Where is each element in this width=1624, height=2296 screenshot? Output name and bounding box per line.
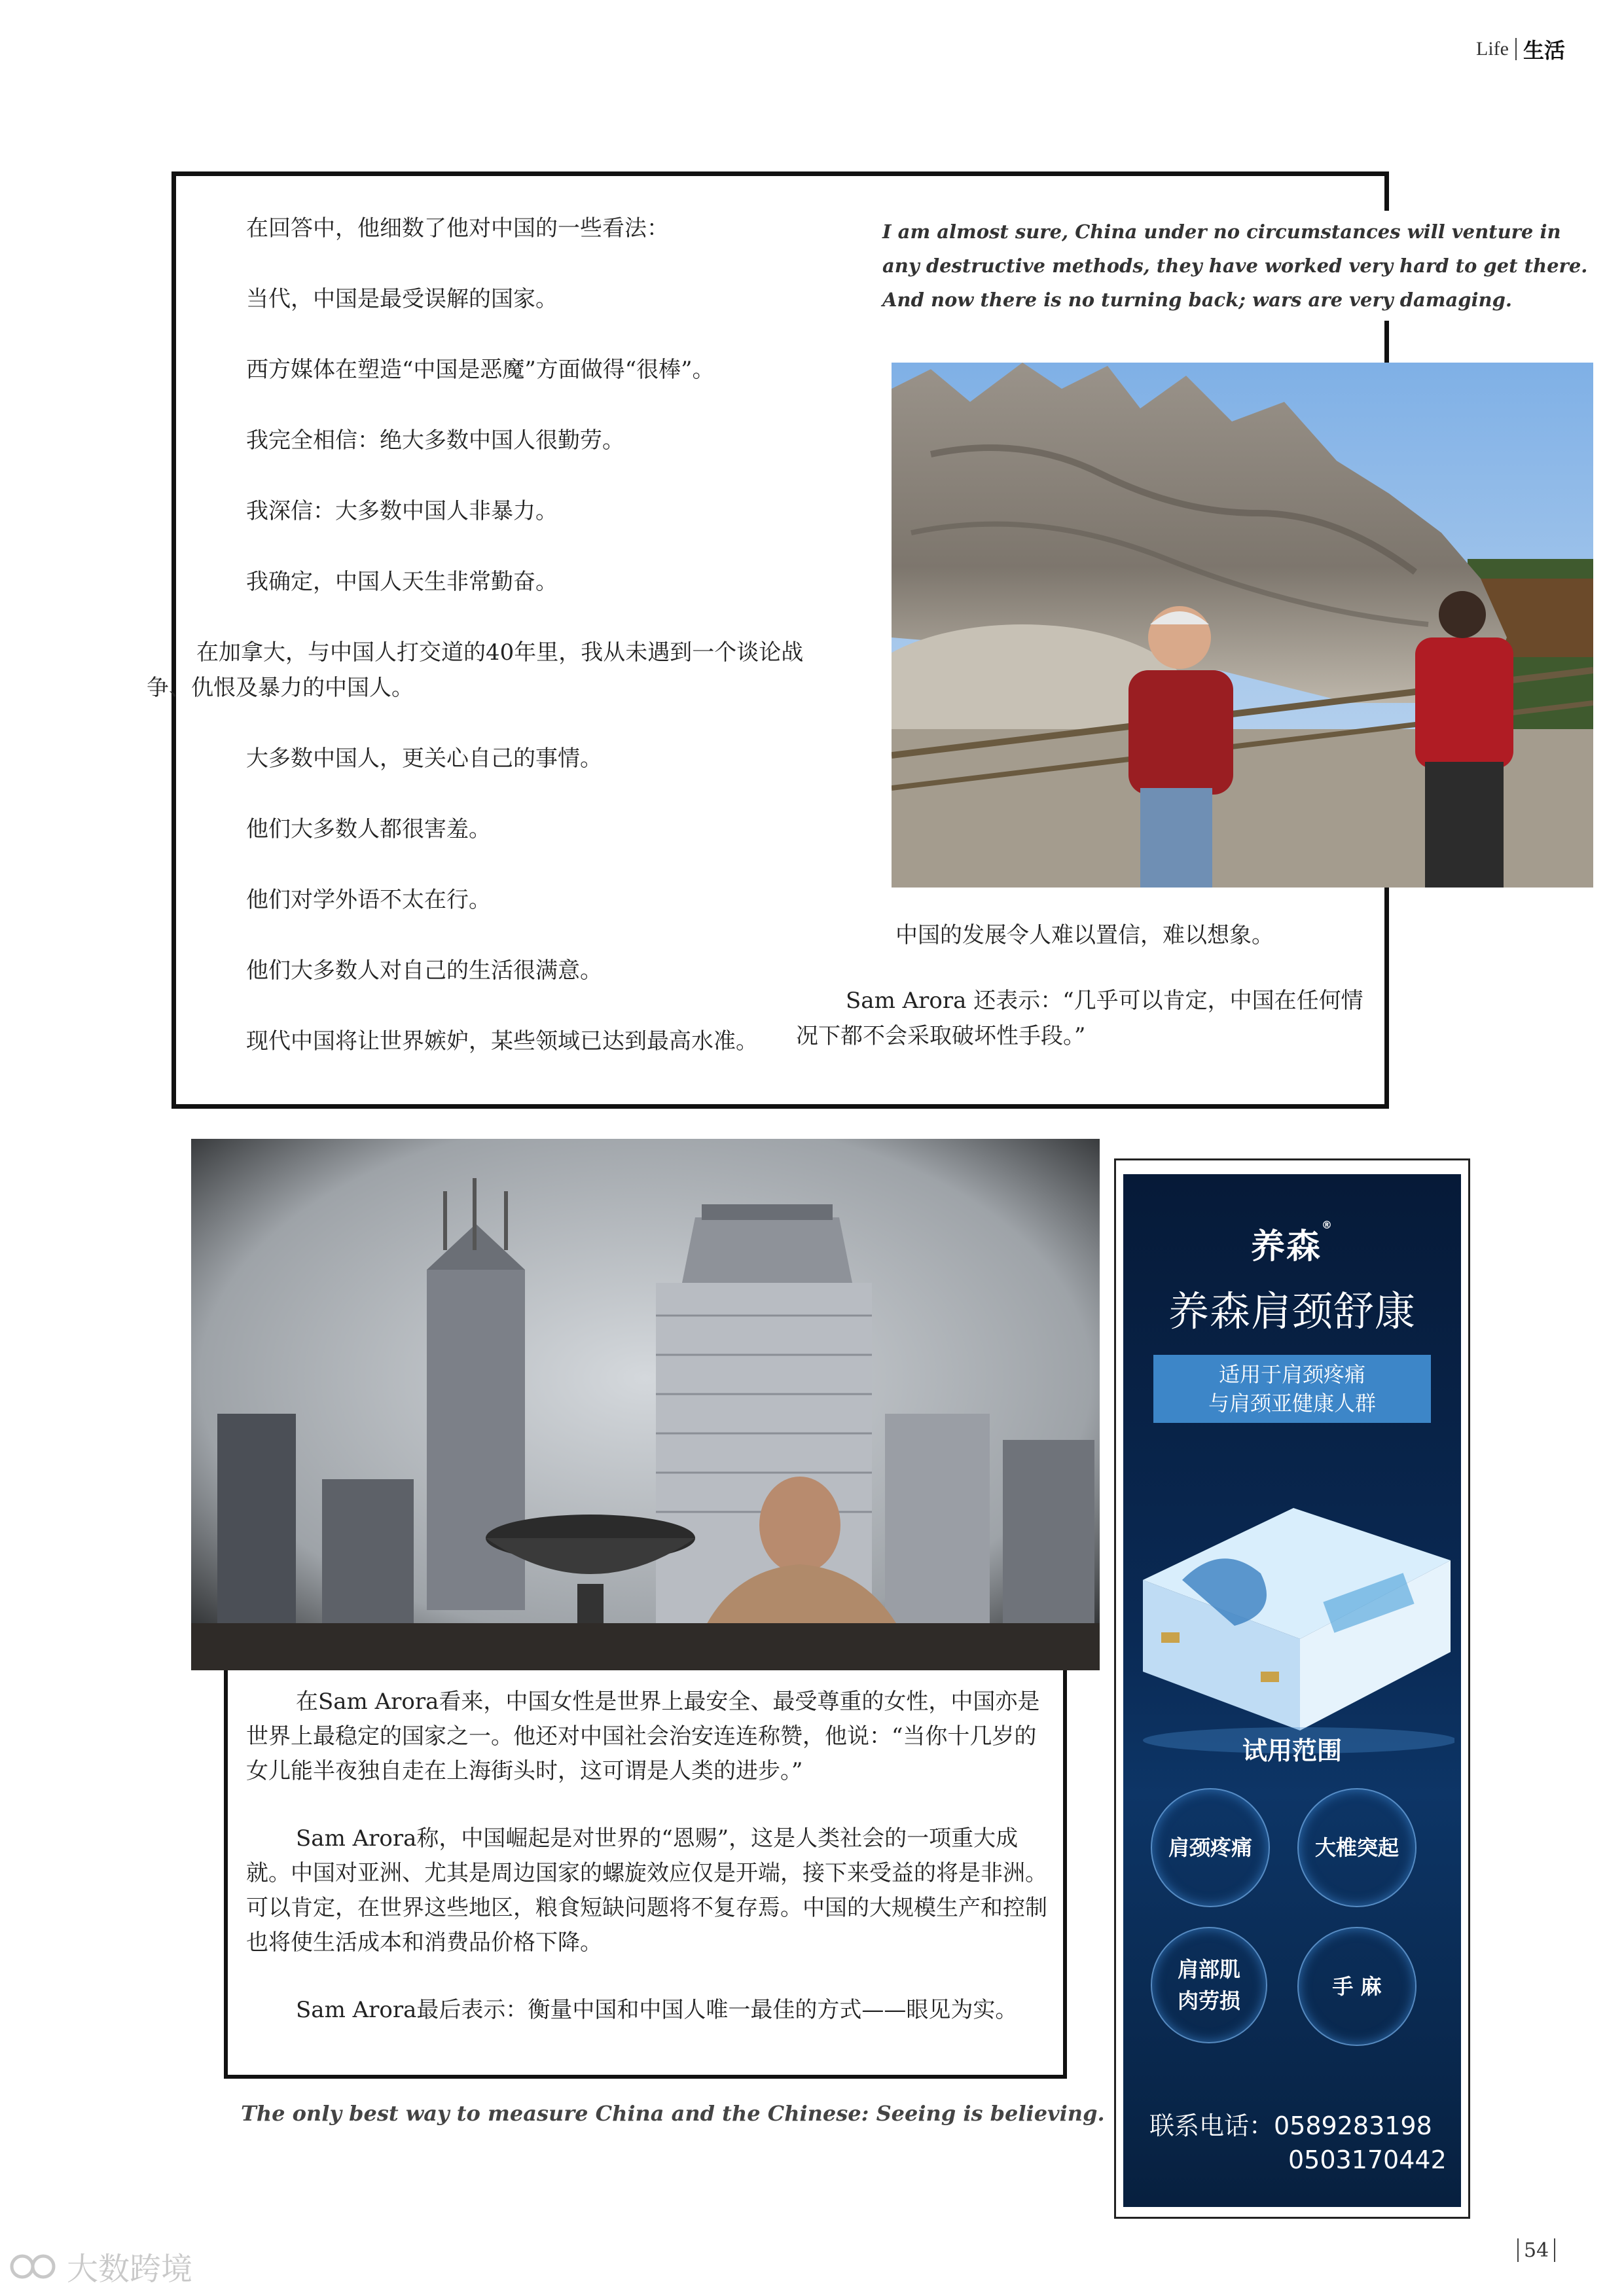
watermark-text: 大数跨境 — [67, 2251, 193, 2287]
pull-quote-top: I am almost sure, China under no circumstances will venture in any destructive methods, they have worked very hard to get there. And now there is no turning back; wars are very damaging. — [876, 211, 1596, 321]
paragraph: 当代，中国是最受误解的国家。 — [246, 286, 558, 312]
ad-subtitle-banner — [1153, 1355, 1431, 1423]
paragraph: 我确定，中国人天生非常勤奋。 — [246, 569, 558, 595]
watermark — [9, 2244, 192, 2289]
paragraph: 我完全相信：绝大多数中国人很勤劳。 — [246, 427, 624, 454]
phone-number: 0503170442 — [1288, 2145, 1447, 2174]
ad-item-circle: 大椎突起 — [1297, 1788, 1416, 1907]
paragraph: Sam Arora称，中国崛起是对世界的“恩赐”，这是人类社会的一项重大成就。中国对亚洲、尤其是周边国家的螺旋效应仅是开端，接下来受益的将是非洲。 可以肯定，在世界这些地区，粮食短缺问题将不复存焉。中国的大规模生产和控制也将使生活成本和消费品价格下降。 — [246, 1825, 1047, 1956]
paragraph: 他们对学外语不太在行。 — [246, 887, 491, 913]
page-header — [1476, 34, 1565, 64]
paragraph: 他们大多数人对自己的生活很满意。 — [246, 958, 602, 984]
ad-item-circle: 肩颈疼痛 — [1151, 1788, 1270, 1907]
paragraph: 西方媒体在塑造“中国是恶魔”方面做得“很棒”。 — [246, 357, 715, 383]
paragraph: 在Sam Arora看来，中国女性是世界上最安全、最受尊重的女性，中国亦是世界上最稳定的国家之一。他还对中国社会治安连连称赞，他说：“当你十几岁的女儿能半夜独自走在上海街头时，这可谓是人类的进步。” — [246, 1689, 1040, 1784]
ad-logo-text: 养森 — [1250, 1227, 1322, 1266]
paragraph: Sam Arora最后表示：衡量中国和中国人唯一最佳的方式——眼见为实。 — [296, 1997, 1018, 2023]
watermark-logo-icon — [9, 2250, 62, 2283]
phone-number: 0589283198 — [1274, 2111, 1432, 2140]
paragraph: 在加拿大，与中国人打交道的40年里，我从未遇到一个谈论战争、仇恨及暴力的中国人。 — [147, 639, 804, 701]
ad-subtitle-line: 适用于肩颈疼痛 — [1218, 1362, 1365, 1387]
paragraph: 他们大多数人都很害羞。 — [246, 816, 491, 842]
page-number — [1517, 2238, 1555, 2262]
photo-rock-sculpture — [892, 363, 1593, 888]
left-column — [147, 211, 838, 1094]
right-column — [796, 918, 1382, 1084]
ad-logo — [1123, 1219, 1461, 1268]
section-label-zh: 生活 — [1523, 38, 1565, 63]
paragraph: 大多数中国人，更关心自己的事情。 — [246, 745, 602, 772]
ad-contact — [1149, 2109, 1447, 2177]
ad-item-circle: 肩部肌肉劳损 — [1151, 1927, 1267, 2043]
page-number-divider — [1517, 2238, 1519, 2262]
paragraph: 现代中国将让世界嫉妒，某些领域已达到最高水准。 — [246, 1028, 758, 1054]
page-number-text: 54 — [1524, 2238, 1549, 2262]
header-divider — [1515, 38, 1517, 60]
contact-label: 联系电话： — [1149, 2111, 1274, 2140]
bottom-column — [246, 1685, 1050, 2060]
product-box-image — [1130, 1482, 1454, 1757]
section-label-en: Life — [1476, 38, 1509, 60]
page-number-divider — [1554, 2238, 1555, 2262]
advertisement — [1123, 1174, 1461, 2207]
paragraph: 我深信：大多数中国人非暴力。 — [246, 498, 558, 524]
pull-quote-bottom: The only best way to measure China and the Chinese: Seeing is believing. — [241, 2101, 1105, 2126]
registered-mark: ® — [1322, 1219, 1333, 1231]
ad-title: 养森肩颈舒康 — [1168, 1287, 1416, 1335]
ad-subtitle-line: 与肩颈亚健康人群 — [1208, 1391, 1376, 1416]
paragraph: 中国的发展令人难以置信，难以想象。 — [895, 922, 1274, 948]
ad-item-circle: 手 麻 — [1297, 1927, 1416, 2046]
paragraph: 在回答中，他细数了他对中国的一些看法： — [246, 215, 669, 242]
paragraph: Sam Arora 还表示：“几乎可以肯定，中国在任何情况下都不会采取破坏性手段。” — [796, 988, 1363, 1049]
ad-range-title: 试用范围 — [1242, 1736, 1342, 1765]
photo-shanghai-skyline — [191, 1139, 1100, 1670]
